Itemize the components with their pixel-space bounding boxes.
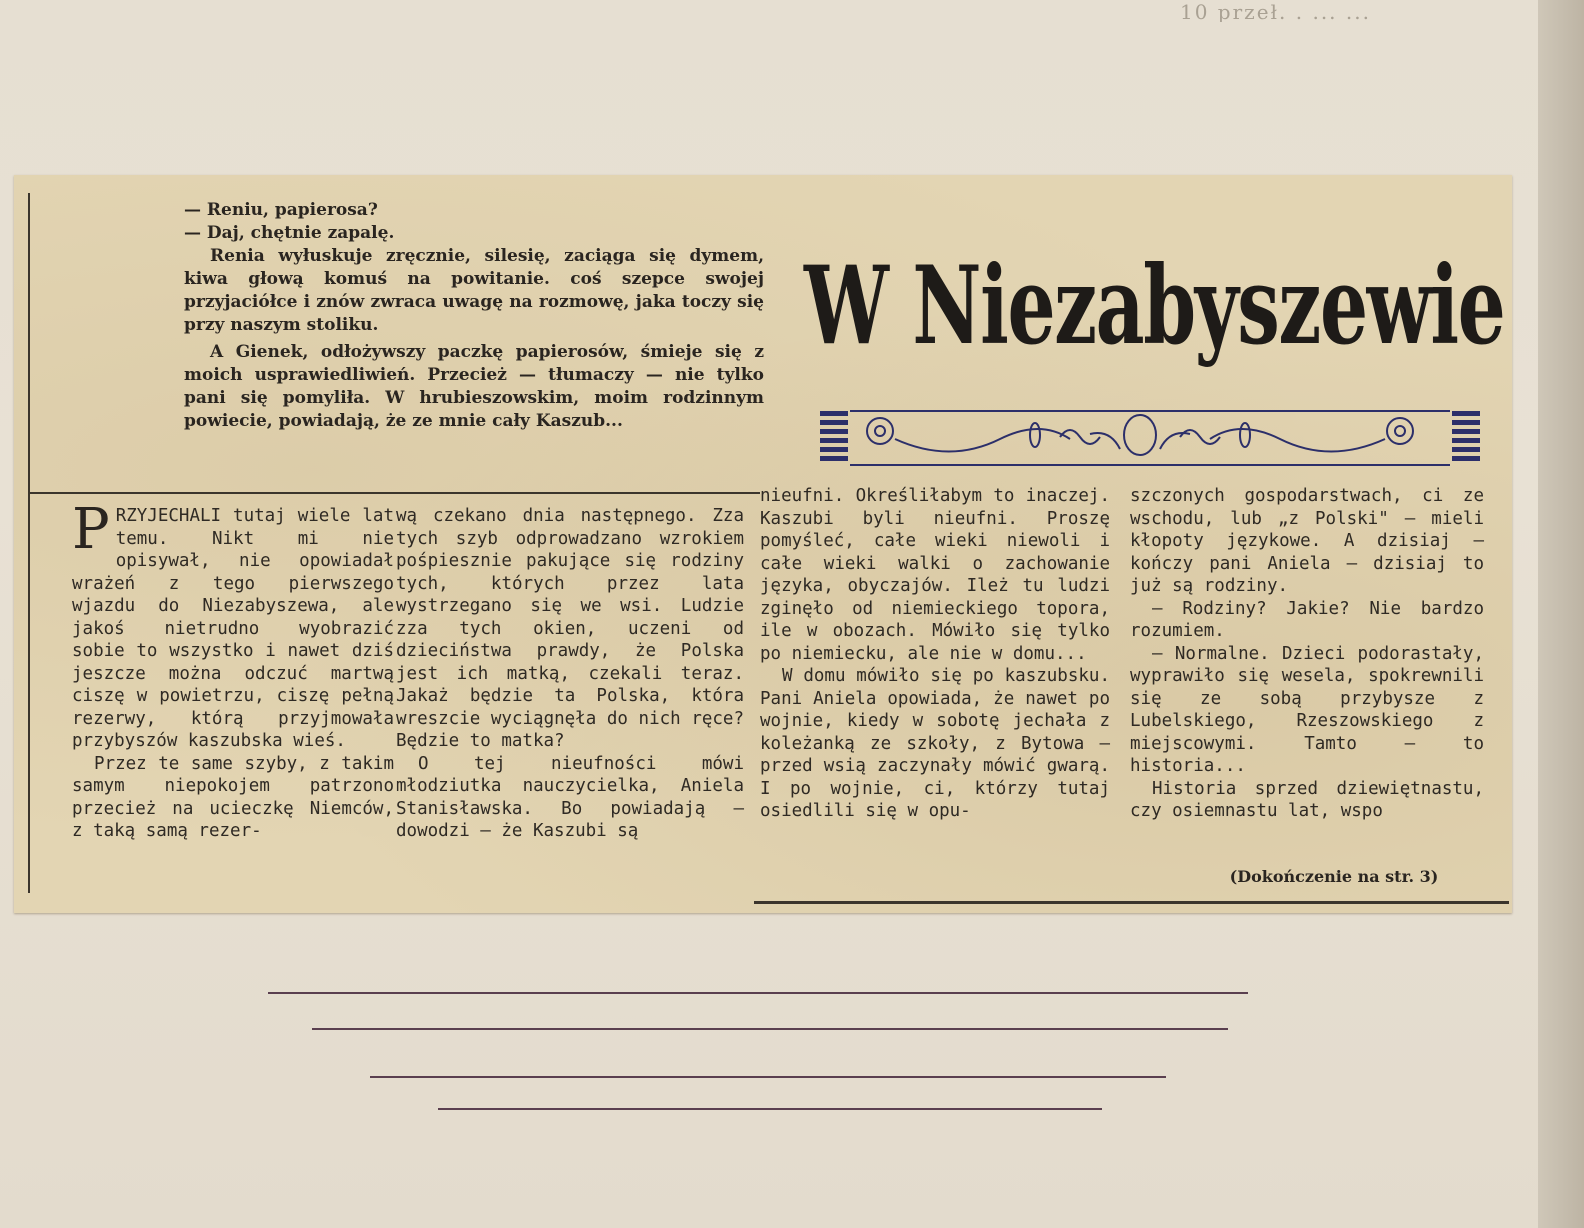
column-4-paragraph-3: — Normalne. Dzieci podorastały, wyprawiło się wesela, spokrewnili się ze sobą przybysze z Lubelskiego, Rzeszowskiego z miejscowymi. Tamto — to historia... [1130,643,1484,776]
lead-line-2: — Daj, chętnie zapalę. [184,223,395,243]
lead-paragraph-4: A Gienek, odłożywszy paczkę papierosów, śmieje się z moich usprawiedliwień. Przecież — tłumaczy — nie tylko pani się pomyliła. W hrubieszowskim, moim rodzinnym powiecie, powiadają, że ze mnie cały Kaszub... [184,342,764,431]
column-1 [72,497,394,843]
album-page-edge [1538,0,1584,1228]
column-1-paragraph-2: Przez te same szyby, z takim samym niepokojem patrzono przecież na ucieczkę Niemców, z taką samą rezer- [72,753,394,841]
column-4-paragraph-1: szczonych gospodarstwach, ci ze wschodu, lub „z Polski" — mieli kłopoty językowe. A dzisiaj — kończy pani Aniela — dzisiaj to już są rodziny. [1130,486,1484,596]
article-headline: W Niezabyszewie [804,243,1505,369]
lead-text [184,199,764,433]
column-4-paragraph-4: Historia sprzed dziewiętnastu, czy osiemnastu lat, wspo [1130,778,1484,821]
column-3-paragraph-1: nieufni. Określiłabym to inaczej. Kaszubi byli nieufni. Proszę pomyśleć, całe wieki niewoli i całe wieki walki o zachowanie języka, obyczajów. Ileż tu ludzi zginęło od niemieckiego topora, ile w obozach. Mówiło się tylko po niemiecku, ale nie w domu... [760,486,1110,664]
column-4 [1130,485,1484,823]
lead-line-1: — Reniu, papierosa? [184,200,378,220]
continuation-note: (Dokończenie na str. 3) [1229,867,1439,886]
column-3-paragraph-2: W domu mówiło się po kaszubsku. Pani Aniela opowiada, że nawet po wojnie, kiedy w sobotę jechała z koleżanką ze szkoły, z Bytowa — przed wsią zaczynały mówić gwarą. I po wojnie, ci, którzy tutaj osiedlili się w opu- [760,666,1110,821]
column-2-paragraph-2: O tej nieufności mówi młodziutka nauczycielka, Aniela Stanisławska. Bo powiadają — dowodzi — że Kaszubi są [396,753,744,841]
left-border-rule [28,193,30,893]
drop-cap: P [72,497,110,562]
ink-line-1 [268,992,1248,994]
bottom-rule [754,901,1509,904]
lead-bottom-rule [30,492,760,494]
column-2 [396,505,744,843]
column-1-paragraph-1: RZYJECHALI tutaj wiele lat temu. Nikt mi nie opisywał, nie opowiadał wrażeń z tego pierwszego wjazdu do Niezabyszewa, ale jakoś nietrudno wyobrazić sobie to wszystko i nawet dziś jeszcze można odczuć martwą ciszę w powietrzu, ciszę pełną rezerwy, którą przyjmowała przybyszów kaszubska wieś. [72,506,394,751]
newspaper-clipping [14,175,1512,913]
ink-line-4 [438,1108,1102,1110]
column-2-paragraph-1: wą czekano dnia następnego. Zza tych szyb odprowadzano wzrokiem pośpiesznie pakujące się rodziny tych, których przez lata wystrzegano się we wsi. Ludzie zza tych okien, uczeni od dzieciństwa prawdy, że Polska jest ich matką, czekali teraz. Jakaż będzie ta Polska, która wreszcie wyciągnęła do nich ręce? Będzie to matka? [396,506,744,751]
decorative-ornament-band [820,409,1480,469]
bleed-through-text: 10 przeł. . ... ... [1180,0,1371,22]
ink-line-2 [312,1028,1228,1030]
column-3 [760,485,1110,823]
ink-line-3 [370,1076,1166,1078]
column-4-paragraph-2: — Rodziny? Jakie? Nie bardzo rozumiem. [1130,598,1484,641]
lead-paragraph-3: Renia wyłuskuje zręcznie, silesię, zaciąga się dymem, kiwa głową komuś na powitanie. coś szepce swojej przyjaciółce i znów zwraca uwagę na rozmowę, jaka toczy się przy naszym stoliku. [184,246,764,335]
